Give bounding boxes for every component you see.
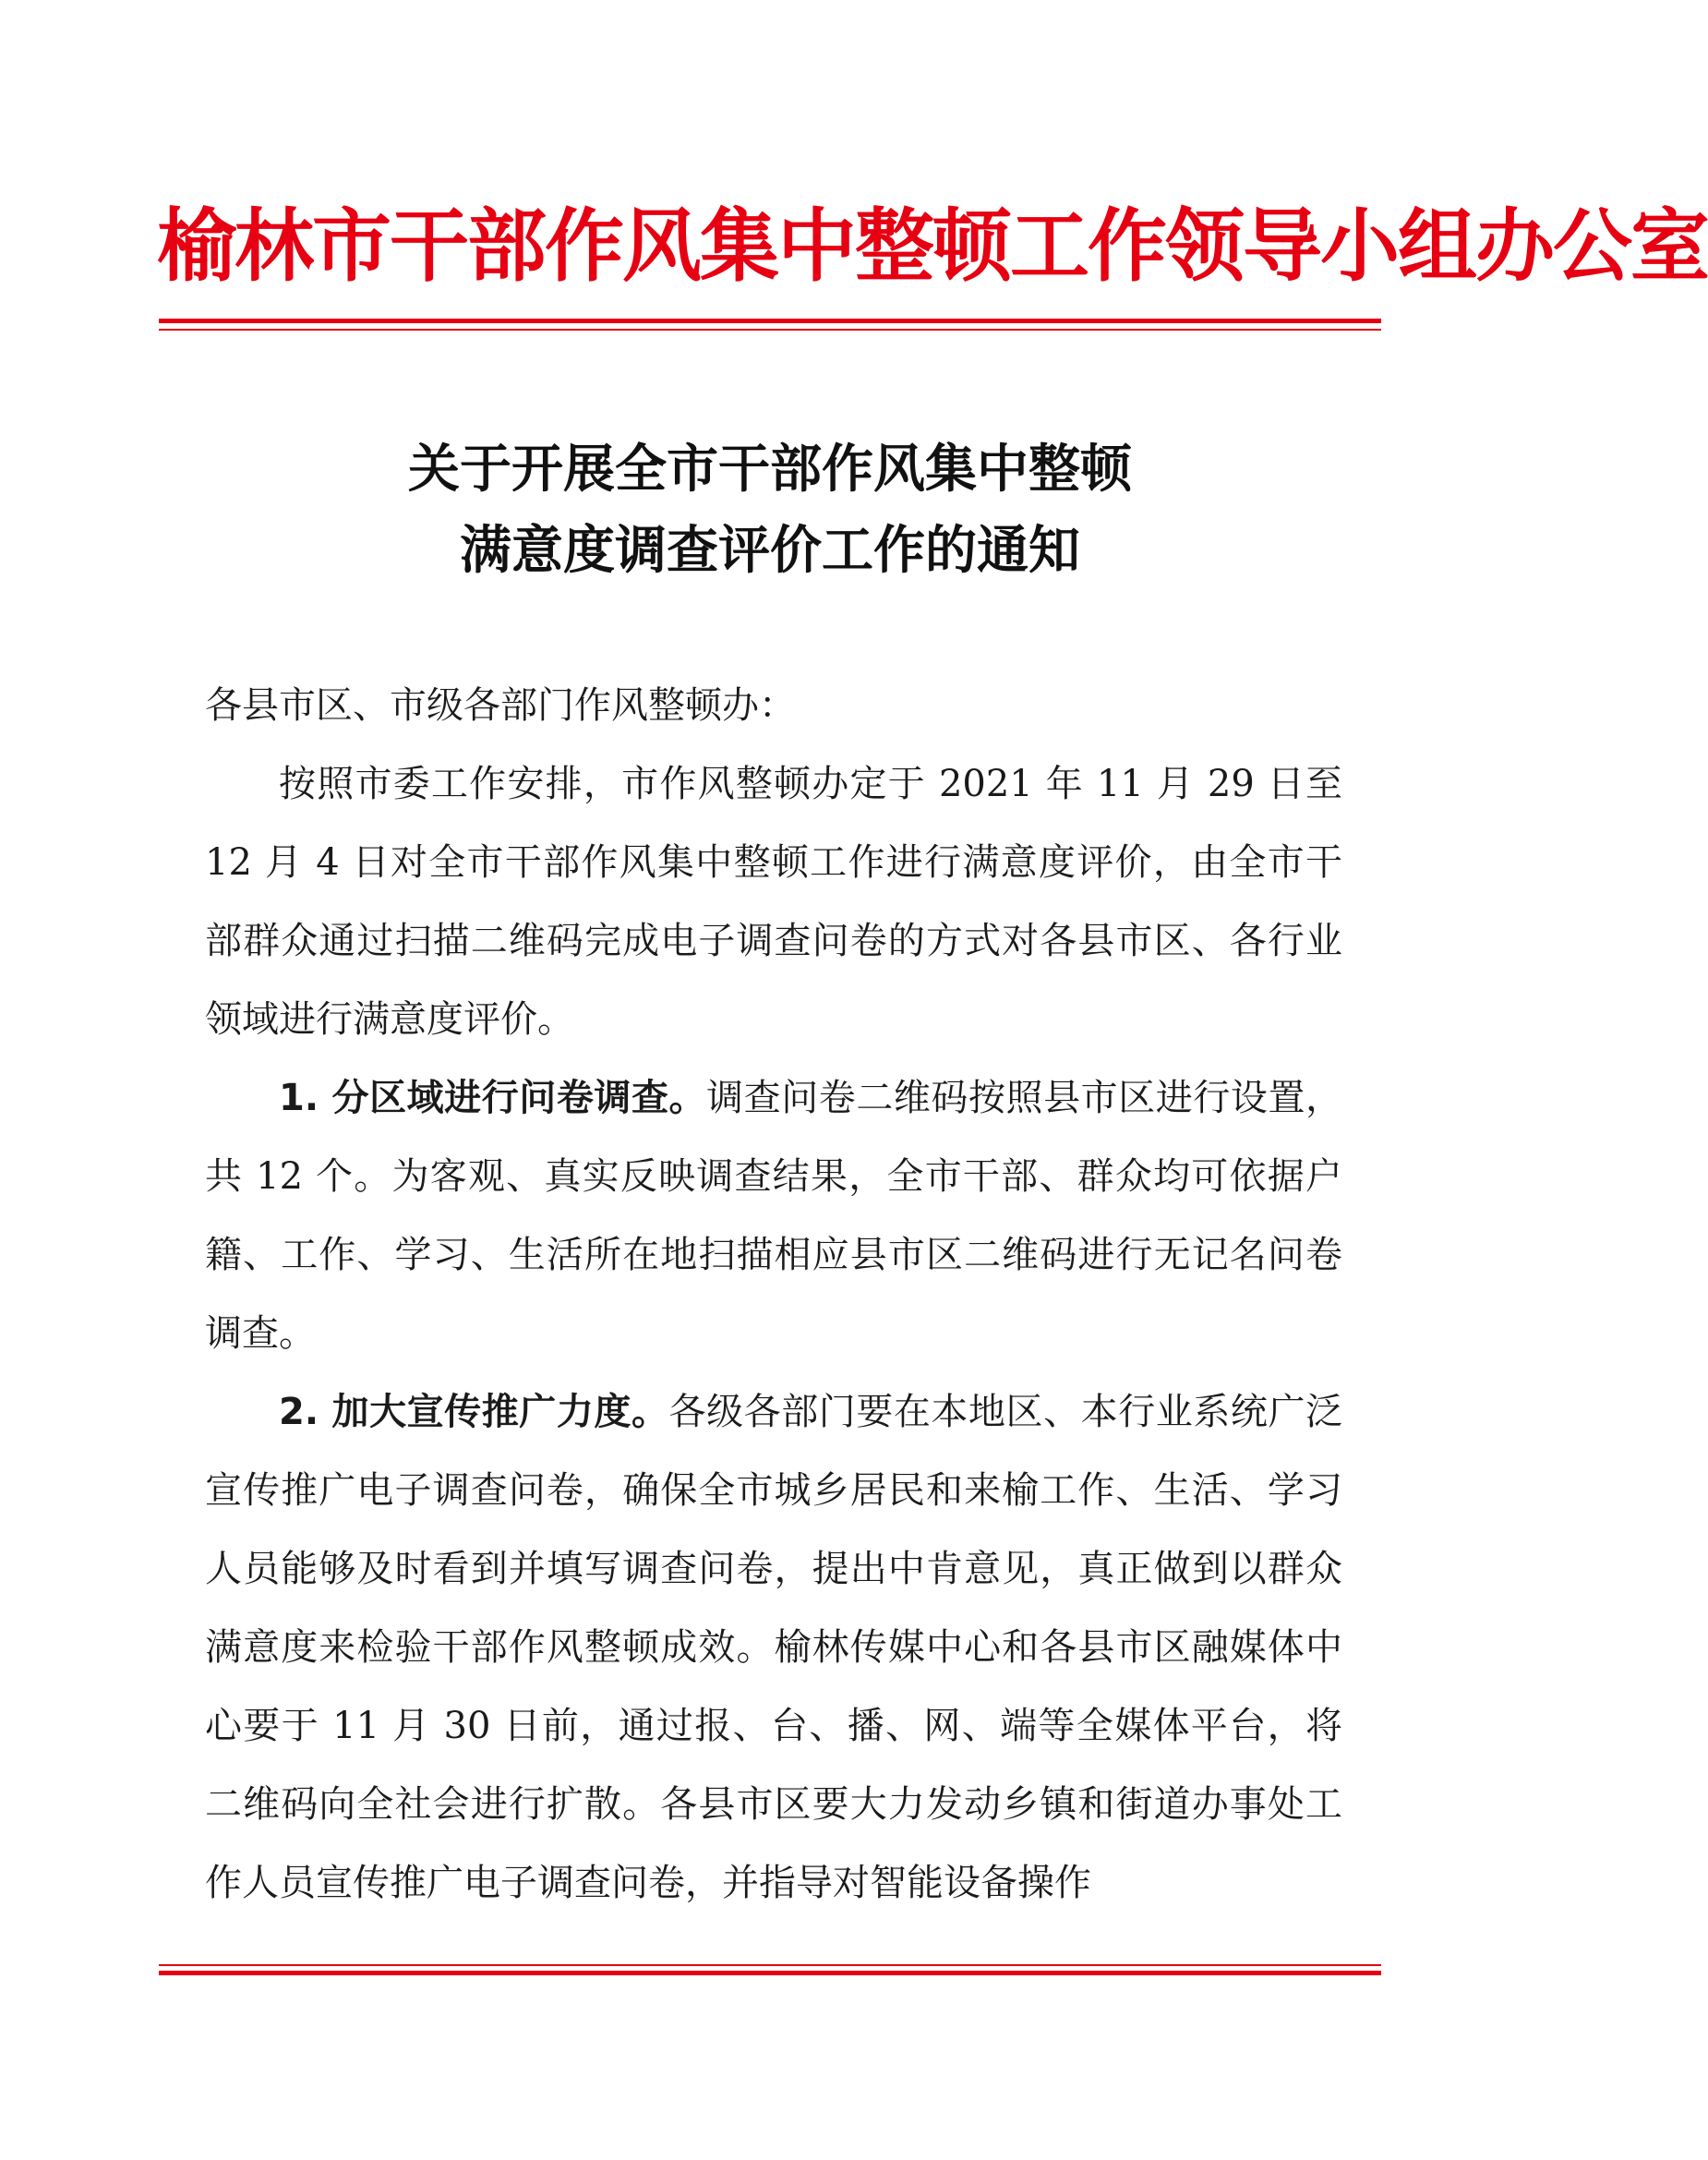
- masthead-rule-thin: [159, 329, 1381, 331]
- document-body: [205, 667, 1342, 1923]
- document-title-line2: 满意度调查评价工作的通知: [460, 521, 1080, 581]
- item-lead-1: 1. 分区域进行问卷调查。: [279, 1077, 707, 1119]
- intro-paragraph: 按照市委工作安排，市作风整顿办定于 2021 年 11 月 29 日至 12 月 4 日对全市干部作风集中整顿工作进行满意度评价，由全市干部群众通过扫描二维码完成电子调查问卷的方式对各县市区、各行业领域进行满意度评价。: [205, 763, 1342, 1041]
- item-paragraph-1: [205, 1059, 1342, 1373]
- document-title-line1: 关于开展全市干部作风集中整顿: [408, 440, 1132, 500]
- item-text-1: 调查问卷二维码按照县市区进行设置，共 12 个。为客观、真实反映调查结果，全市干部、群众均可依据户籍、工作、学习、生活所在地扫描相应县市区二维码进行无记名问卷调查。: [205, 1077, 1343, 1355]
- masthead-title: 榆林市干部作风集中整顿工作领导小组办公室: [157, 200, 1708, 293]
- salutation: 各县市区、市级各部门作风整顿办：: [205, 684, 796, 727]
- item-text-2: 各级各部门要在本地区、本行业系统广泛宣传推广电子调查问卷，确保全市城乡居民和来榆工作、生活、学习人员能够及时看到并填写调查问卷，提出中肯意见，真正做到以群众满意度来检验干部作风整顿成效。榆林传媒中心和各县市区融媒体中心要于 11 月 30 日前，通过报、台、播、网、端等全媒体平台，将二维码向全社会进行扩散。各县市区要大力发动乡镇和街道办事处工作人员宣传推广电子调查问卷，并指导对智能设备操作: [205, 1391, 1343, 1904]
- document-title: [159, 429, 1381, 592]
- item-paragraph-2: [205, 1373, 1342, 1923]
- item-lead-2: 2. 加大宣传推广力度。: [279, 1391, 669, 1433]
- masthead-rule-thick: [159, 319, 1381, 323]
- footer-rule-thin: [159, 1964, 1381, 1966]
- footer-rule-thick: [159, 1971, 1381, 1975]
